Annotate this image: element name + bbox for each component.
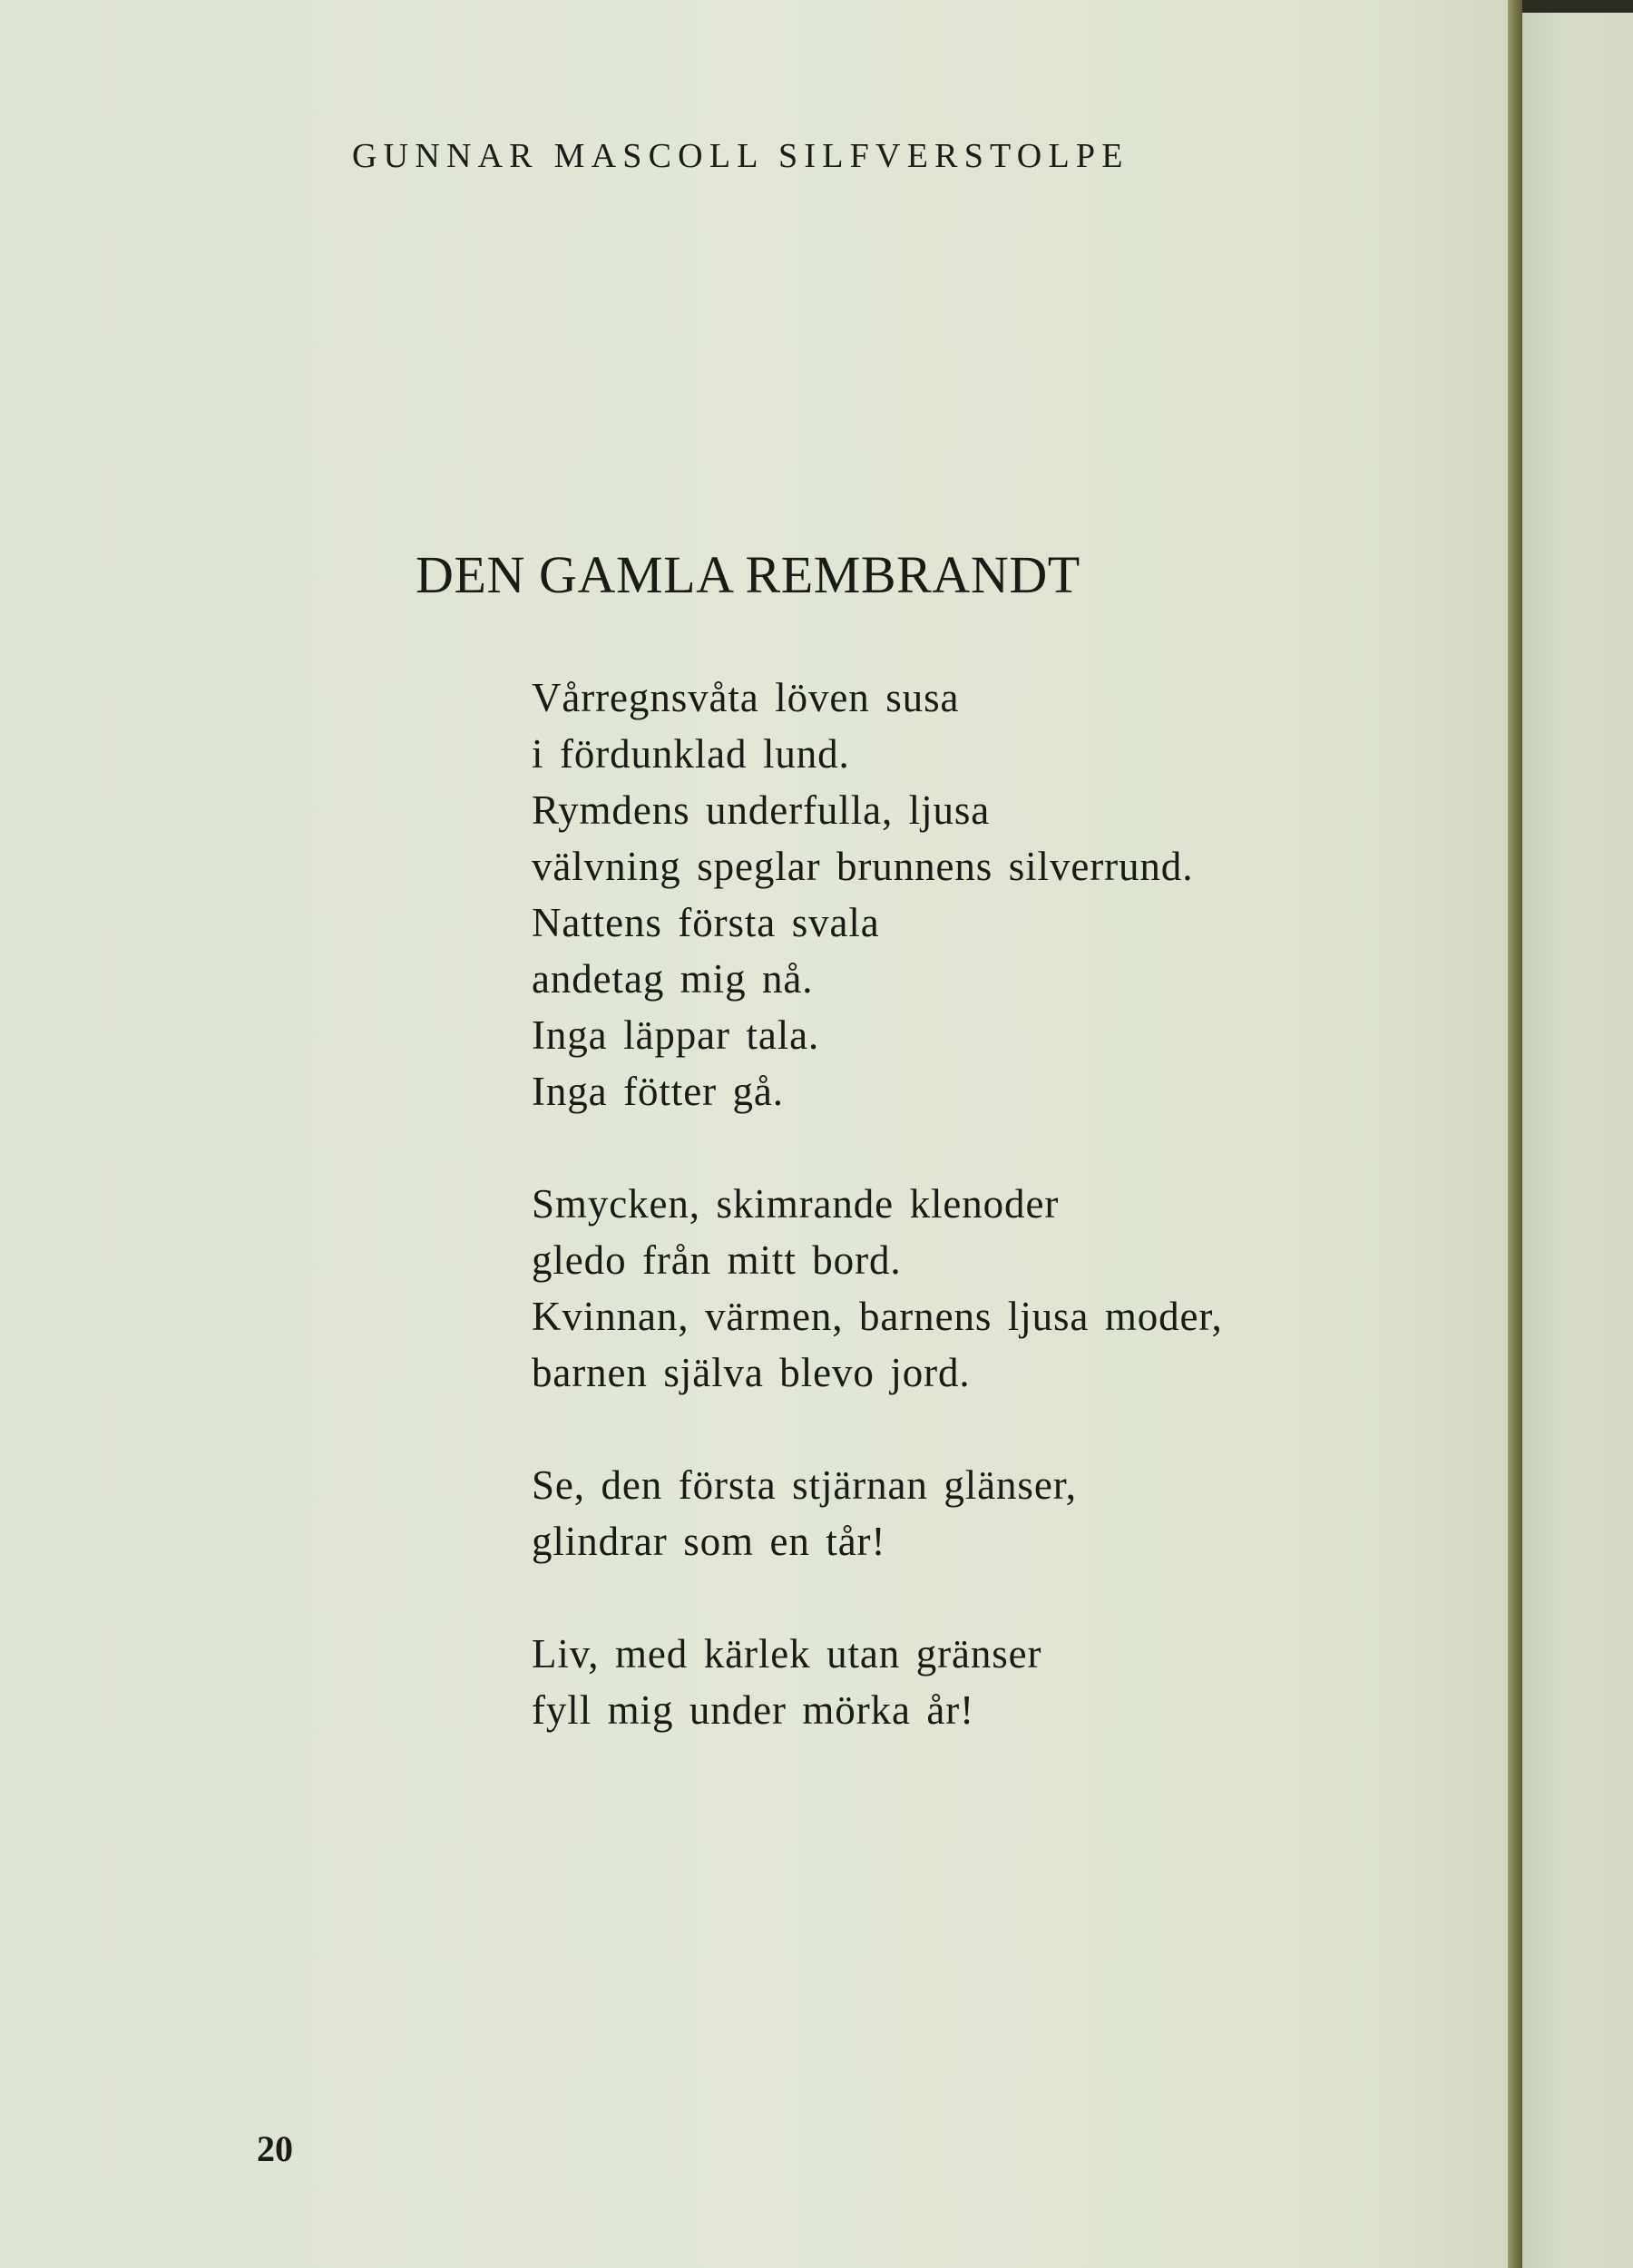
poem-line: andetag mig nå.	[532, 956, 814, 1002]
poem-line: Inga läppar tala.	[532, 1012, 820, 1058]
poem-line: Se, den första stjärnan glänser,	[532, 1462, 1077, 1508]
facing-page-edge	[1522, 13, 1633, 2268]
poem-line: gledo från mitt bord.	[532, 1237, 902, 1283]
poem-line: Rymdens underfulla, ljusa	[532, 787, 991, 833]
poem-title: DEN GAMLA REMBRANDT	[416, 545, 1081, 604]
poem-line: Nattens första svala	[532, 900, 880, 945]
poem-body	[532, 670, 1223, 1794]
poem-line: välvning speglar brunnens silverrund.	[532, 844, 1194, 889]
poem-line: Liv, med kärlek utan gränser	[532, 1631, 1042, 1677]
book-spine-edge	[1508, 0, 1522, 2268]
stanza-2	[532, 1176, 1223, 1401]
stanza-1	[532, 670, 1223, 1119]
poem-line: Inga fötter gå.	[532, 1069, 784, 1114]
stanza-4	[532, 1626, 1223, 1738]
poem-line: glindrar som en tår!	[532, 1519, 886, 1564]
page-number: 20	[257, 2128, 293, 2169]
poem-line: Vårregnsvåta löven susa	[532, 675, 960, 720]
running-head: GUNNAR MASCOLL SILFVERSTOLPE	[352, 137, 1129, 175]
poem-line: Kvinnan, värmen, barnens ljusa moder,	[532, 1294, 1223, 1339]
poem-line: barnen själva blevo jord.	[532, 1350, 971, 1395]
poem-line: fyll mig under mörka år!	[532, 1687, 975, 1733]
poem-line: i fördunklad lund.	[532, 731, 850, 777]
stanza-3	[532, 1457, 1223, 1569]
poem-line: Smycken, skimrande klenoder	[532, 1181, 1060, 1227]
